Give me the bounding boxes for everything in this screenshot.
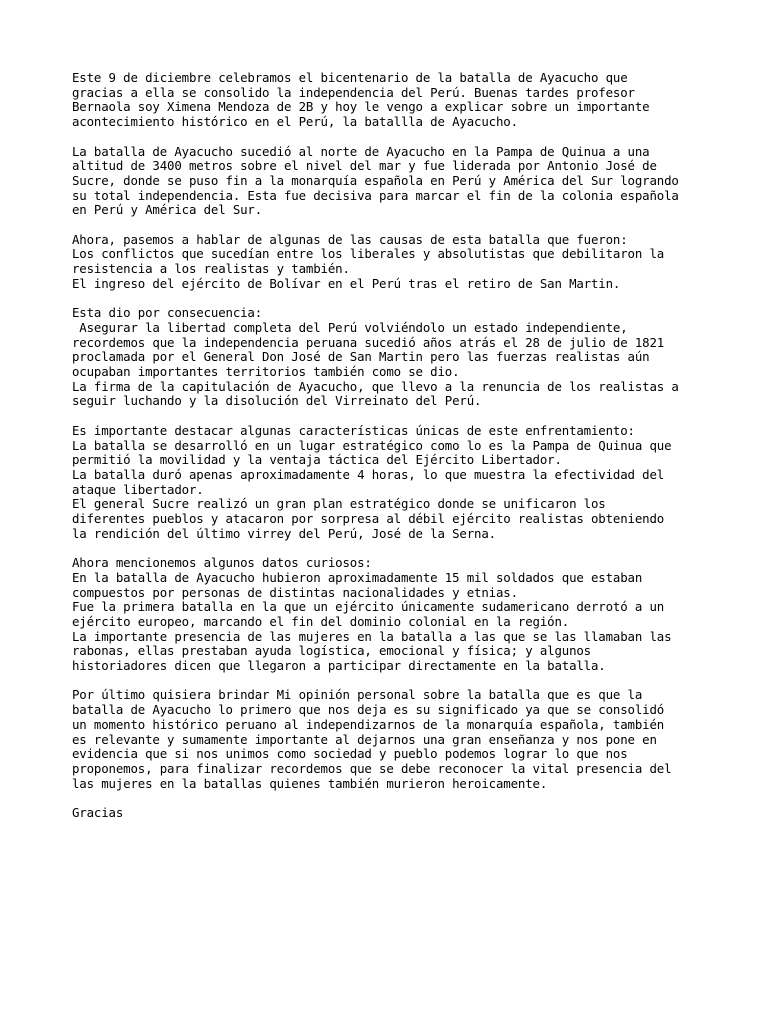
text-line: La firma de la capitulación de Ayacucho, que llevo a la renuncia de los realistas a bbox=[72, 378, 679, 394]
text-line: resistencia a los realistas y también. bbox=[72, 261, 350, 277]
text-line: su total independencia. Esta fue decisiva para marcar el fin de la colonia española bbox=[72, 187, 679, 203]
text-line: proponemos, para finalizar recordemos que se debe reconocer la vital presencia del bbox=[72, 760, 672, 776]
text-line: recordemos que la independencia peruana sucedió años atrás el 28 de julio de 1821 bbox=[72, 334, 665, 350]
text-line: En la batalla de Ayacucho hubieron aproximadamente 15 mil soldados que estaban bbox=[72, 569, 643, 585]
text-line: Sucre, donde se puso fin a la monarquía española en Perú y América del Sur logrando bbox=[72, 172, 679, 188]
text-line: El general Sucre realizó un gran plan estratégico donde se unificaron los bbox=[72, 496, 606, 512]
text-line: Fue la primera batalla en la que un ejército únicamente sudamericano derrotó a un bbox=[72, 599, 665, 615]
text-line: Es importante destacar algunas características únicas de este enfrentamiento: bbox=[72, 422, 635, 438]
text-line: batalla de Ayacucho lo primero que nos deja es su significado ya que se consolidó bbox=[72, 702, 665, 718]
text-line: ataque libertador. bbox=[72, 481, 204, 497]
text-line: La batalla de Ayacucho sucedió al norte de Ayacucho en la Pampa de Quinua a una bbox=[72, 143, 650, 159]
text-line: diferentes pueblos y atacaron por sorpresa al débil ejército realistas obteniendo bbox=[72, 511, 665, 527]
text-line: La importante presencia de las mujeres en la batalla a las que se las llamaban las bbox=[72, 628, 672, 644]
text-line: ejército europeo, marcando el fin del dominio colonial en la región. bbox=[72, 613, 570, 629]
text-line: seguir luchando y la disolución del Virreinato del Perú. bbox=[72, 393, 482, 409]
text-line: Los conflictos que sucedían entre los liberales y absolutistas que debilitaron la bbox=[72, 246, 665, 262]
text-line: Asegurar la libertad completa del Perú volviéndolo un estado independiente, bbox=[72, 319, 628, 335]
text-line: ocupaban importantes territorios también como se dio. bbox=[72, 364, 460, 380]
text-line: Bernaola soy Ximena Mendoza de 2B y hoy le vengo a explicar sobre un importante bbox=[72, 99, 650, 115]
text-line: La batalla se desarrolló en un lugar estratégico como lo es la Pampa de Quinua que bbox=[72, 437, 672, 453]
text-line: en Perú y América del Sur. bbox=[72, 202, 263, 218]
text-line: historiadores dicen que llegaron a participar directamente en la batalla. bbox=[72, 658, 606, 674]
text-line: permitió la movilidad y la ventaja táctica del Ejército Libertador. bbox=[72, 452, 562, 468]
paragraph-characteristics bbox=[72, 424, 712, 542]
text-line: evidencia que si nos unimos como sociedad y pueblo podemos lograr lo que nos bbox=[72, 746, 628, 762]
text-line: Ahora, pasemos a hablar de algunas de las causas de esta batalla que fueron: bbox=[72, 231, 628, 247]
document-body bbox=[72, 71, 712, 835]
text-line: es relevante y sumamente importante al dejarnos una gran enseñanza y nos pone en bbox=[72, 731, 657, 747]
text-line: altitud de 3400 metros sobre el nivel del mar y fue liderada por Antonio José de bbox=[72, 158, 657, 174]
paragraph-consequences bbox=[72, 306, 712, 409]
paragraph-intro bbox=[72, 71, 712, 130]
text-line: Esta dio por consecuencia: bbox=[72, 305, 263, 321]
text-line: Por último quisiera brindar Mi opinión personal sobre la batalla que es que la bbox=[72, 687, 643, 703]
paragraph-curious-facts bbox=[72, 556, 712, 674]
text-line: la rendición del último virrey del Perú, José de la Serna. bbox=[72, 525, 496, 541]
text-line: un momento histórico peruano al independizarnos de la monarquía española, también bbox=[72, 716, 665, 732]
text-line: Gracias bbox=[72, 805, 124, 821]
text-line: El ingreso del ejército de Bolívar en el Perú tras el retiro de San Martin. bbox=[72, 275, 621, 291]
paragraph-opinion bbox=[72, 688, 712, 791]
text-line: acontecimiento histórico en el Perú, la batallla de Ayacucho. bbox=[72, 114, 518, 130]
text-line: Ahora mencionemos algunos datos curiosos: bbox=[72, 555, 372, 571]
text-line: rabonas, ellas prestaban ayuda logística, emocional y física; y algunos bbox=[72, 643, 591, 659]
paragraph-location bbox=[72, 145, 712, 219]
text-line: las mujeres en la batallas quienes también murieron heroicamente. bbox=[72, 775, 548, 791]
text-line: gracias a ella se consolido la independencia del Perú. Buenas tardes profesor bbox=[72, 84, 635, 100]
text-line: La batalla duró apenas aproximadamente 4 horas, lo que muestra la efectividad del bbox=[72, 466, 665, 482]
paragraph-closing bbox=[72, 806, 712, 821]
text-line: compuestos por personas de distintas nacionalidades y etnias. bbox=[72, 584, 518, 600]
paragraph-causes bbox=[72, 233, 712, 292]
text-line: proclamada por el General Don José de San Martin pero las fuerzas realistas aún bbox=[72, 349, 650, 365]
text-line: Este 9 de diciembre celebramos el bicentenario de la batalla de Ayacucho que bbox=[72, 70, 628, 85]
